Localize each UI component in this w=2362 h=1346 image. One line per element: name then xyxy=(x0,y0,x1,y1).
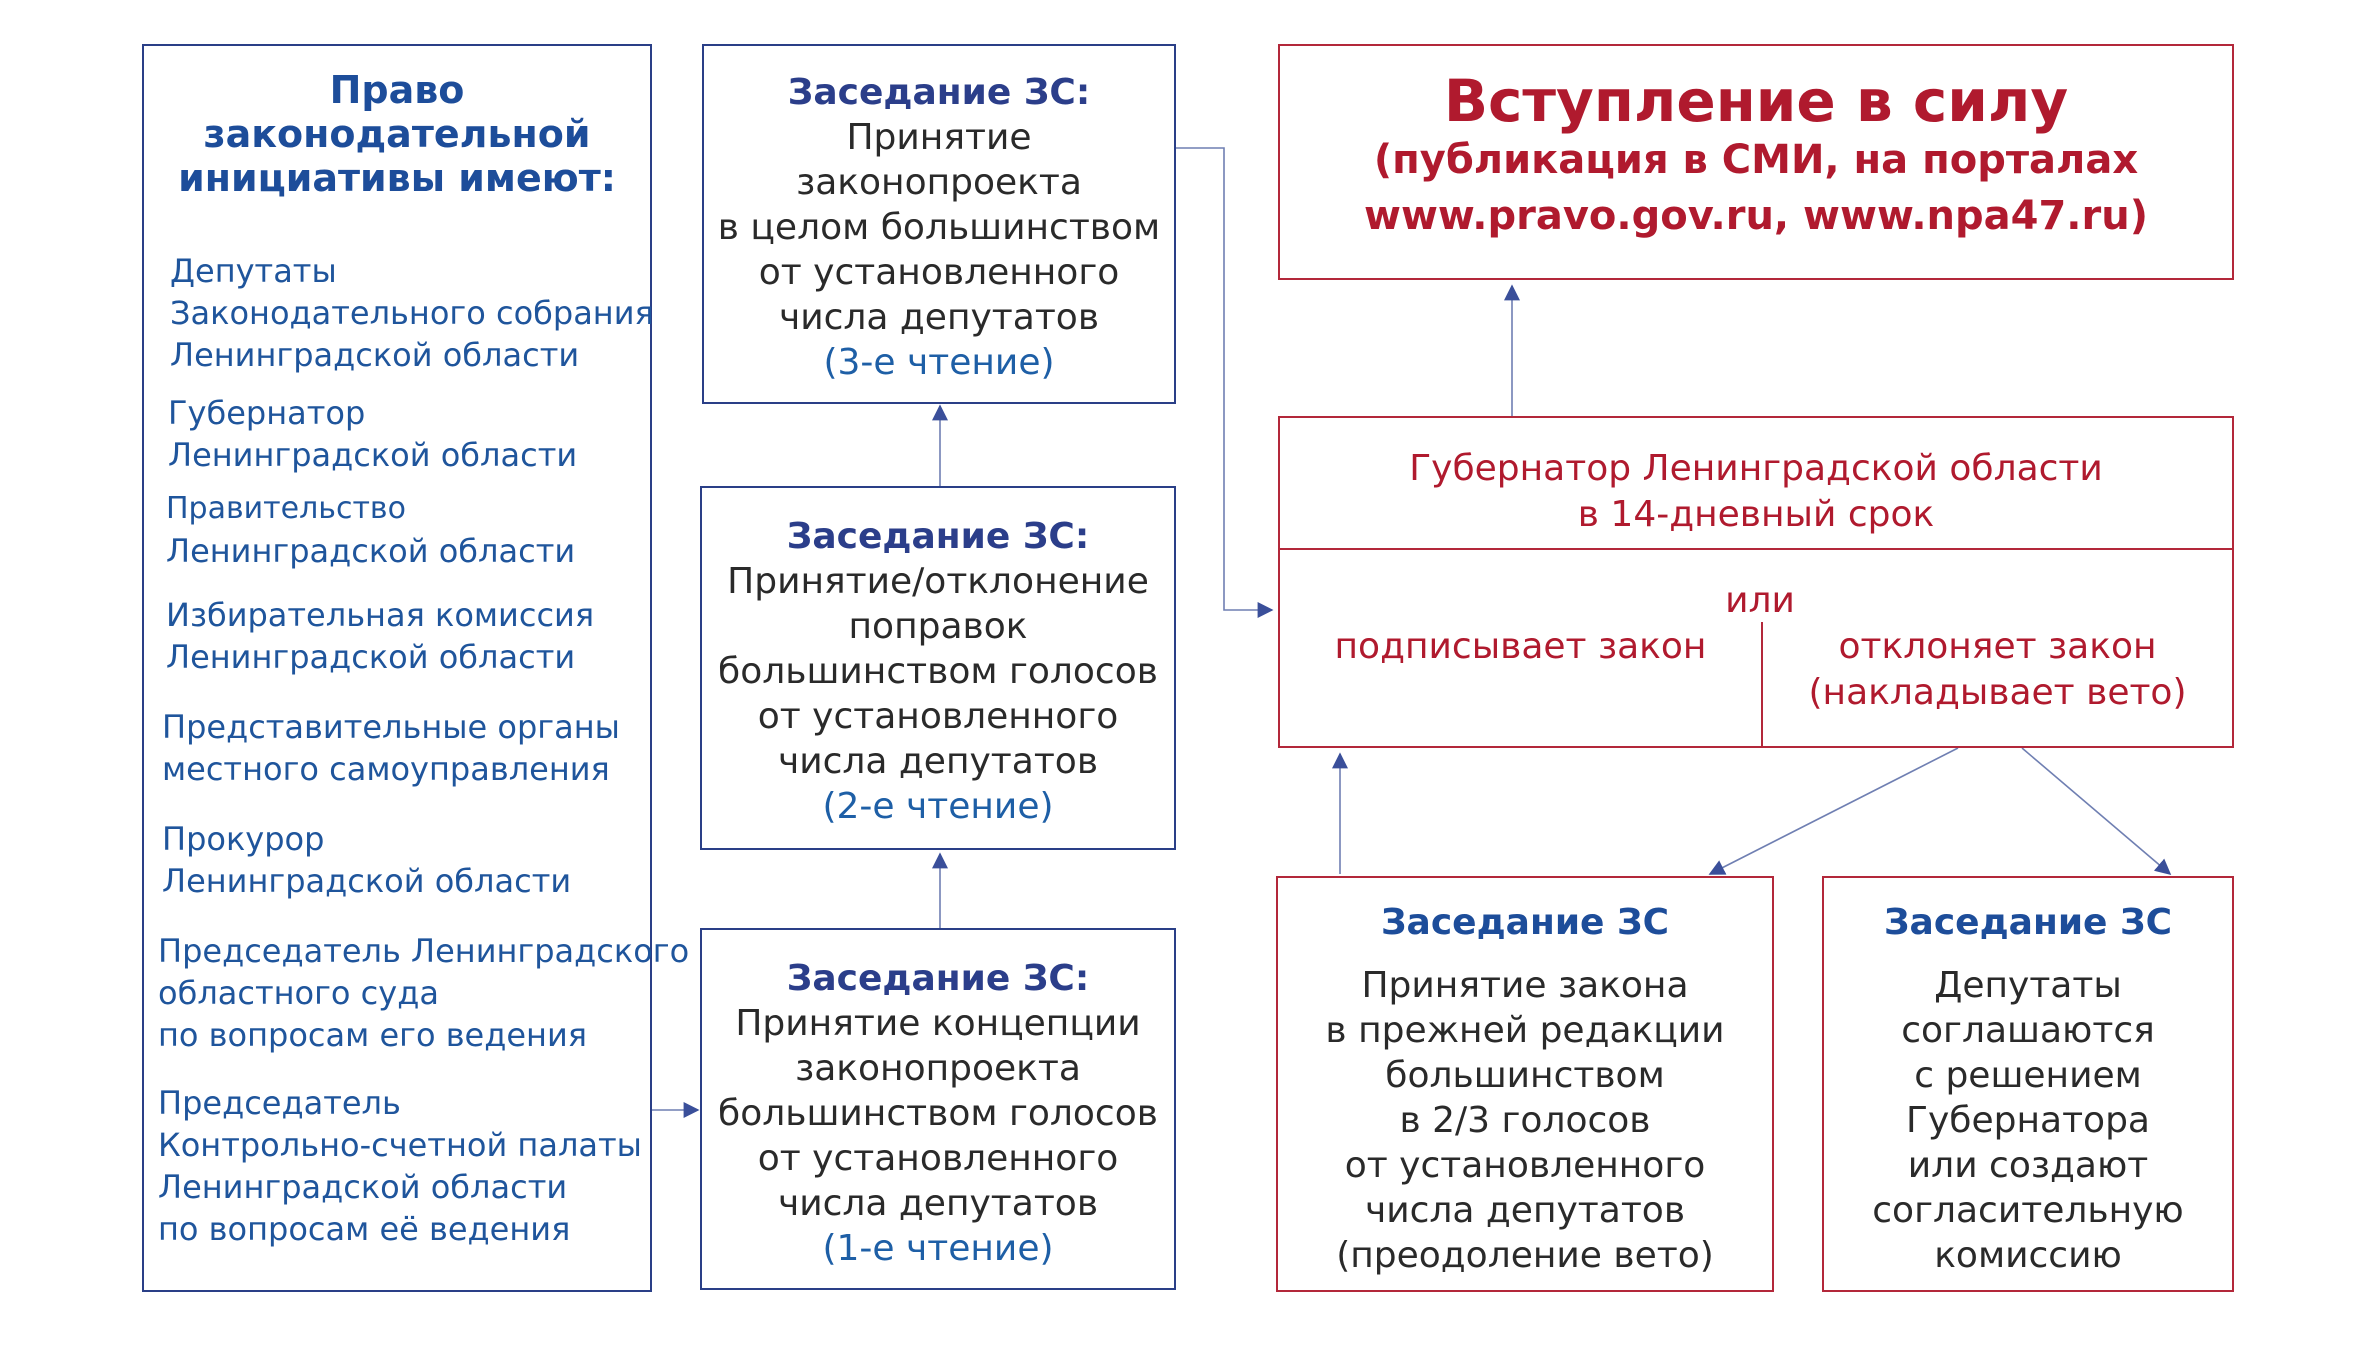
reading1-box: Заседание ЗС: Принятие концепции законопроекта большинством голосов от установленного числа депутатов (1-е чтение) xyxy=(700,928,1176,1290)
governor-title: Губернатор Ленинградской области в 14-дневный срок xyxy=(1409,448,2103,535)
arrow-reject-to-override xyxy=(1710,748,1958,874)
reading3-note: (3-е чтение) xyxy=(823,342,1055,383)
reading3-box: Заседание ЗС: Принятие законопроекта в целом большинством от установленного числа депутатов (3-е чтение) xyxy=(702,44,1176,404)
initiator-audit-chamber: Председатель Контрольно-счетной палаты Ленинградской области по вопросам её ведения xyxy=(158,1084,642,1248)
override-title: Заседание ЗС xyxy=(1380,902,1670,943)
initiator-local-government: Представительные органы местного самоуправления xyxy=(162,708,620,788)
initiator-regional-court: Председатель Ленинградского областного суда по вопросам его ведения xyxy=(158,932,690,1054)
reading1-note: (1-е чтение) xyxy=(822,1228,1054,1269)
governor-box xyxy=(1278,416,2234,748)
initiator-government: Правительство Ленинградской области xyxy=(166,491,576,570)
reading1-title: Заседание ЗС: xyxy=(786,958,1090,999)
initiator-election-commission: Избирательная комиссия Ленинградской области xyxy=(166,596,595,676)
entry-into-force-box: Вступление в силу (публикация в СМИ, на порталах www.pravo.gov.ru, www.npa47.ru) xyxy=(1278,44,2234,280)
governor-divider xyxy=(1280,548,2232,550)
governor-signs-law: подписывает закон xyxy=(1334,626,1707,667)
reading2-box: Заседание ЗС: Принятие/отклонение поправок большинством голосов от установленного числа депутатов (2-е чтение) xyxy=(700,486,1176,850)
governor-or-label: или xyxy=(1725,580,1795,621)
agree-title: Заседание ЗС xyxy=(1883,902,2173,943)
reading3-title: Заседание ЗС: xyxy=(787,72,1091,113)
initiator-governor: Губернатор Ленинградской области xyxy=(168,394,578,474)
override-veto-box: Заседание ЗС Принятие закона в прежней редакции большинством в 2/3 голосов от установленного числа депутатов (преодоление вето) xyxy=(1276,876,1774,1292)
agree-with-governor-box: Заседание ЗС Депутаты соглашаются с решением Губернатора или создают согласительную комиссию xyxy=(1822,876,2234,1292)
arrow-reject-to-agree xyxy=(2022,748,2170,874)
initiator-prosecutor: Прокурор Ленинградской области xyxy=(162,820,572,900)
governor-rejects-law: отклоняет закон (накладывает вето) xyxy=(1808,626,2187,713)
reading2-note: (2-е чтение) xyxy=(822,786,1054,827)
legislative-initiative-box xyxy=(142,44,690,1292)
reading2-title: Заседание ЗС: xyxy=(786,516,1090,557)
entry-title: Вступление в силу xyxy=(1443,67,2069,135)
initiative-title: Право законодательной инициативы имеют: xyxy=(178,68,616,200)
arrow-reading3-to-governor xyxy=(1176,148,1272,610)
initiator-deputies: Депутаты Законодательного собрания Ленинградской области xyxy=(170,252,654,374)
